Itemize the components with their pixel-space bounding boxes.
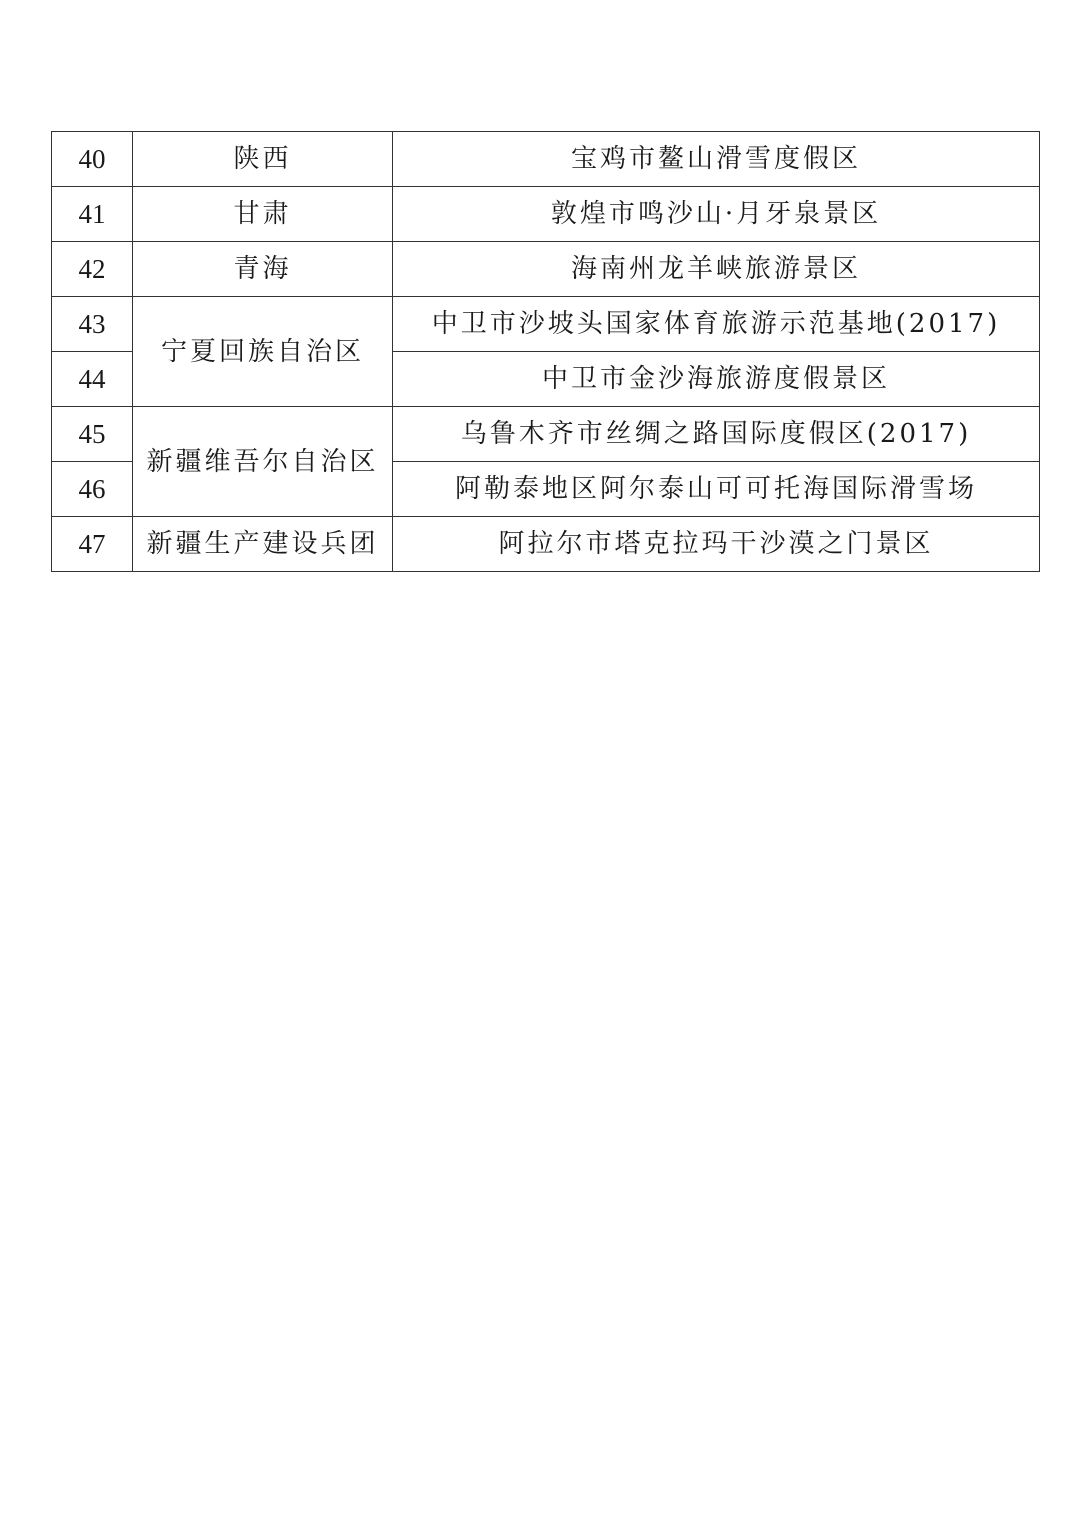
- scenic-name-cell: 宝鸡市鳌山滑雪度假区: [393, 132, 1040, 187]
- scenic-name-cell: 中卫市金沙海旅游度假景区: [393, 352, 1040, 407]
- scenic-name-cell: 中卫市沙坡头国家体育旅游示范基地(2017): [393, 297, 1040, 352]
- scenic-name-cell: 海南州龙羊峡旅游景区: [393, 242, 1040, 297]
- row-number: 43: [52, 297, 133, 352]
- province-cell: 宁夏回族自治区: [133, 297, 393, 407]
- row-number: 46: [52, 462, 133, 517]
- scenic-spot-table: [51, 131, 1040, 572]
- scenic-name-cell: 乌鲁木齐市丝绸之路国际度假区(2017): [393, 407, 1040, 462]
- table-row: [52, 407, 1040, 462]
- row-number: 45: [52, 407, 133, 462]
- province-cell: 新疆生产建设兵团: [133, 517, 393, 572]
- row-number: 44: [52, 352, 133, 407]
- row-number: 47: [52, 517, 133, 572]
- row-number: 40: [52, 132, 133, 187]
- row-number: 41: [52, 187, 133, 242]
- province-cell: 青海: [133, 242, 393, 297]
- scenic-name-cell: 阿拉尔市塔克拉玛干沙漠之门景区: [393, 517, 1040, 572]
- table-row: [52, 517, 1040, 572]
- table-row: [52, 242, 1040, 297]
- table-row: [52, 187, 1040, 242]
- table-row: [52, 297, 1040, 352]
- scenic-name-cell: 阿勒泰地区阿尔泰山可可托海国际滑雪场: [393, 462, 1040, 517]
- province-cell: 甘肃: [133, 187, 393, 242]
- province-cell: 陕西: [133, 132, 393, 187]
- scenic-name-cell: 敦煌市鸣沙山·月牙泉景区: [393, 187, 1040, 242]
- province-cell: 新疆维吾尔自治区: [133, 407, 393, 517]
- table-row: [52, 132, 1040, 187]
- row-number: 42: [52, 242, 133, 297]
